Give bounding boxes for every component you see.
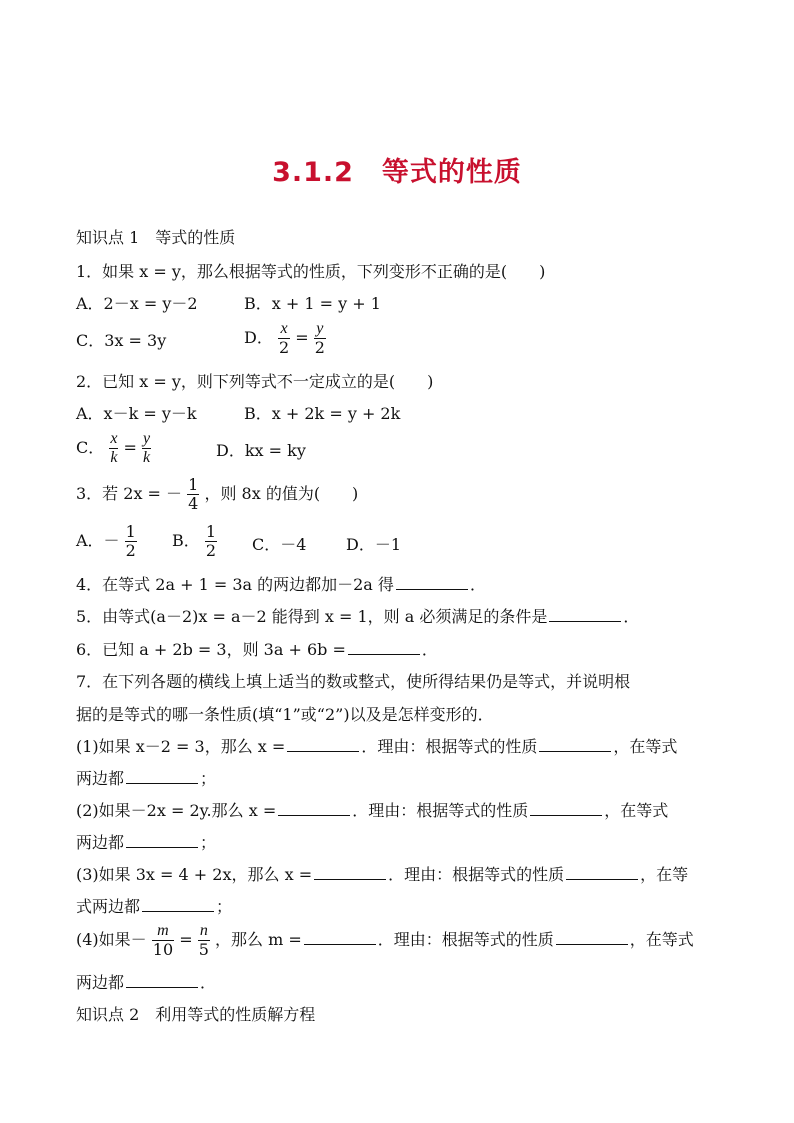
q3-a-label: A．－ bbox=[76, 531, 120, 550]
q3-stem-pre: 3．若 2x = － bbox=[76, 484, 183, 503]
q7-p4-tail: ，在等式 bbox=[629, 930, 694, 949]
q1-d-label: D． bbox=[244, 328, 273, 347]
page-title: 3.1.2 等式的性质 bbox=[272, 157, 522, 188]
q5-end: ． bbox=[623, 607, 640, 626]
q7-p3-semicolon: ； bbox=[216, 897, 233, 916]
q2-c-right-fraction: $\frac{y}{k}$ bbox=[143, 430, 151, 466]
q7-p1-operation-blank[interactable] bbox=[126, 769, 198, 784]
q4-answer-blank[interactable] bbox=[396, 575, 468, 590]
q7-p4-operation-blank[interactable] bbox=[126, 973, 198, 988]
q2-option-d: D．kx = ky bbox=[216, 441, 306, 460]
q7-p3-text: (3)如果 3x = 4 + 2x，那么 x = bbox=[76, 865, 313, 884]
q7-p4-end: ． bbox=[200, 973, 217, 992]
q7-p3-property-blank[interactable] bbox=[566, 865, 638, 880]
question-7-line-2: 据的是等式的哪一条性质(填“1”或“2”)以及是怎样变形的． bbox=[76, 705, 494, 724]
q7-p4-property-blank[interactable] bbox=[556, 930, 628, 945]
q7-part-3-cont bbox=[76, 897, 232, 917]
q1-d-equals: = bbox=[295, 328, 309, 347]
q7-p3-operation-blank[interactable] bbox=[142, 897, 214, 912]
q3-fraction: $\frac{1}{4}$ bbox=[188, 475, 199, 513]
q7-p1-text: (1)如果 x－2 = 3，那么 x = bbox=[76, 737, 286, 756]
question-1-stem: 1．如果 x = y，那么根据等式的性质，下列变形不正确的是( ) bbox=[76, 262, 546, 281]
q1-option-c: C．3x = 3y bbox=[76, 331, 167, 350]
q7-p1-property-blank[interactable] bbox=[539, 737, 611, 752]
q3-b-fraction: $\frac{1}{2}$ bbox=[205, 522, 217, 560]
q7-part-1 bbox=[76, 737, 677, 757]
q7-p4-mid: ，那么 m = bbox=[215, 930, 302, 949]
question-5 bbox=[76, 607, 639, 627]
q7-p2-operation-blank[interactable] bbox=[126, 833, 198, 848]
q3-b-label: B． bbox=[172, 531, 200, 550]
question-2-stem: 2．已知 x = y，则下列等式不一定成立的是( ) bbox=[76, 372, 434, 391]
q7-p4-both-sides: 两边都 bbox=[76, 973, 125, 992]
q7-p1-value-blank[interactable] bbox=[287, 737, 359, 752]
q5-text: 5．由等式(a－2)x = a－2 能得到 x = 1，则 a 必须满足的条件是 bbox=[76, 607, 548, 626]
q7-part-4-cont bbox=[76, 973, 216, 993]
q2-c-left-fraction: $\frac{x}{k}$ bbox=[110, 430, 118, 466]
q7-p2-value-blank[interactable] bbox=[278, 801, 350, 816]
q7-p2-tail: ，在等式 bbox=[604, 801, 669, 820]
q2-option-c bbox=[76, 430, 151, 467]
section-heading-1: 知识点 1 等式的性质 bbox=[76, 228, 236, 247]
q2-option-b: B．x + 2k = y + 2k bbox=[244, 404, 401, 423]
q3-option-b bbox=[172, 523, 217, 560]
q7-p2-both-sides: 两边都 bbox=[76, 833, 125, 852]
q1-option-d bbox=[244, 320, 326, 357]
q7-p4-left-fraction: $\frac{m}{10}$ bbox=[152, 922, 174, 959]
q6-text: 6．已知 a + 2b = 3，则 3a + 6b = bbox=[76, 640, 346, 659]
q2-c-equals: = bbox=[123, 438, 137, 457]
q7-p2-text: (2)如果－2x = 2y.那么 x = bbox=[76, 801, 277, 820]
q3-option-c: C．－4 bbox=[252, 535, 307, 554]
question-4 bbox=[76, 575, 486, 595]
q7-p1-reason: ．理由：根据等式的性质 bbox=[361, 737, 538, 756]
q7-p4-text: (4)如果－ bbox=[76, 930, 147, 949]
q6-answer-blank[interactable] bbox=[348, 640, 420, 655]
question-7-line-1: 7．在下列各题的横线上填上适当的数或整式，使所得结果仍是等式，并说明根 bbox=[76, 672, 631, 691]
q2-c-label: C． bbox=[76, 438, 105, 457]
q7-part-1-cont bbox=[76, 769, 216, 789]
q7-part-2-cont bbox=[76, 833, 216, 853]
q2-option-a: A．x－k = y－k bbox=[76, 404, 197, 423]
q7-part-4 bbox=[76, 922, 694, 959]
q7-p3-value-blank[interactable] bbox=[314, 865, 386, 880]
q7-p1-tail: ，在等式 bbox=[613, 737, 678, 756]
section-heading-2: 知识点 2 利用等式的性质解方程 bbox=[76, 1005, 316, 1024]
q3-stem-post: ，则 8x 的值为( ) bbox=[204, 484, 359, 503]
q6-end: ． bbox=[421, 640, 438, 659]
q7-p4-equals: = bbox=[179, 930, 193, 949]
q7-p3-tail: ，在等 bbox=[640, 865, 689, 884]
q7-part-2 bbox=[76, 801, 668, 821]
q3-option-d: D．－1 bbox=[346, 535, 402, 554]
q3-option-a bbox=[76, 523, 137, 560]
q7-p3-reason: ．理由：根据等式的性质 bbox=[388, 865, 565, 884]
q7-p1-semicolon: ； bbox=[200, 769, 217, 788]
q1-d-right-fraction: $\frac{y}{2}$ bbox=[314, 320, 325, 357]
question-3-stem bbox=[76, 476, 358, 513]
q7-p4-reason: ．理由：根据等式的性质 bbox=[377, 930, 554, 949]
q1-d-left-fraction: $\frac{x}{2}$ bbox=[278, 320, 290, 357]
q1-option-a: A．2－x = y－2 bbox=[76, 294, 198, 313]
q5-answer-blank[interactable] bbox=[549, 607, 621, 622]
q7-p1-both-sides: 两边都 bbox=[76, 769, 125, 788]
q1-option-b: B．x + 1 = y + 1 bbox=[244, 294, 381, 313]
q7-part-3 bbox=[76, 865, 688, 885]
q7-p4-value-blank[interactable] bbox=[304, 930, 376, 945]
q3-a-fraction: $\frac{1}{2}$ bbox=[125, 522, 136, 560]
q7-p3-both-sides: 式两边都 bbox=[76, 897, 141, 916]
q7-p2-reason: ．理由：根据等式的性质 bbox=[352, 801, 529, 820]
q7-p4-right-fraction: $\frac{n}{5}$ bbox=[198, 922, 209, 959]
q7-p2-semicolon: ； bbox=[200, 833, 217, 852]
q4-end: ． bbox=[469, 575, 486, 594]
q4-text: 4．在等式 2a + 1 = 3a 的两边都加－2a 得 bbox=[76, 575, 394, 594]
q7-p2-property-blank[interactable] bbox=[530, 801, 602, 816]
question-6 bbox=[76, 640, 438, 660]
